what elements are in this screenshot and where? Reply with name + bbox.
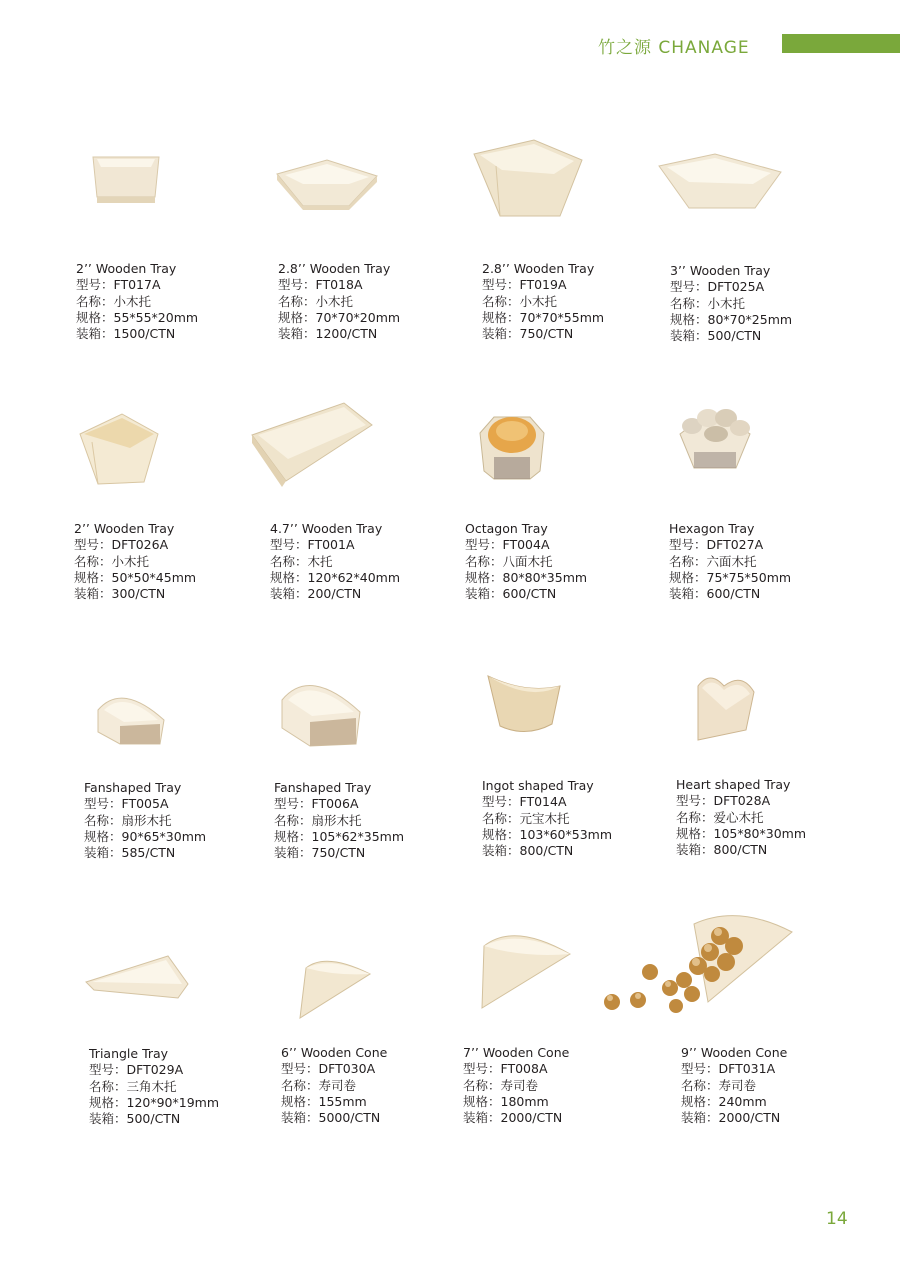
product-card-15: [681, 1045, 787, 1126]
product-pack: 装箱：200/CTN: [270, 586, 362, 602]
product-title: 3’’ Wooden Tray: [670, 263, 771, 278]
product-spec: 规格：155mm: [281, 1093, 367, 1109]
product-spec: 规格：103*60*53mm: [482, 826, 613, 842]
product-card-14: [463, 1045, 569, 1126]
product-spec: 规格：55*55*20mm: [76, 309, 199, 325]
product-model: 型号：DFT028A: [676, 793, 771, 809]
product-spec: 规格：75*75*50mm: [669, 569, 792, 585]
brand-bar: [782, 34, 900, 53]
product-pack: 装箱：500/CTN: [89, 1111, 181, 1127]
heart-tray-icon: [690, 670, 758, 744]
cone-icon: [296, 952, 372, 1020]
product-card-11: [676, 777, 806, 858]
product-pack: 装箱：1200/CTN: [278, 326, 378, 342]
product-name: 名称：扇形木托: [84, 812, 172, 828]
product-name: 名称：三角木托: [89, 1078, 177, 1094]
product-pack: 装箱：750/CTN: [274, 845, 366, 861]
ingot-tray-icon: [486, 672, 562, 738]
product-model: 型号：FT001A: [270, 537, 355, 553]
product-title: 4.7’’ Wooden Tray: [270, 521, 383, 536]
product-spec: 规格：105*80*30mm: [676, 825, 807, 841]
product-spec: 规格：120*62*40mm: [270, 569, 401, 585]
product-pack: 装箱：585/CTN: [84, 845, 176, 861]
product-title: Octagon Tray: [465, 521, 548, 536]
product-name: 名称：扇形木托: [274, 812, 362, 828]
product-name: 名称：小木托: [482, 293, 558, 309]
product-model: 型号：DFT025A: [670, 279, 765, 295]
product-card-10: [482, 778, 612, 859]
product-name: 名称：小木托: [74, 553, 150, 569]
product-model: 型号：FT006A: [274, 796, 359, 812]
product-pack: 装箱：750/CTN: [482, 326, 574, 342]
product-title: 2’’ Wooden Tray: [76, 261, 177, 276]
fan-tray-icon: [96, 682, 166, 748]
product-title: 9’’ Wooden Cone: [681, 1045, 788, 1060]
product-model: 型号：FT017A: [76, 277, 161, 293]
product-name: 名称：小木托: [76, 293, 152, 309]
product-card-8: [84, 780, 206, 861]
triangle-tray-icon: [86, 954, 190, 1002]
product-pack: 装箱：600/CTN: [669, 586, 761, 602]
product-name: 名称：小木托: [670, 295, 746, 311]
product-title: Heart shaped Tray: [676, 777, 791, 792]
product-spec: 规格：70*70*55mm: [482, 309, 605, 325]
product-name: 名称：小木托: [278, 293, 354, 309]
product-title: 7’’ Wooden Cone: [463, 1045, 570, 1060]
hexagon-tray-icon: [674, 404, 754, 474]
square-tray-icon: [93, 153, 161, 205]
rect-tray-icon: [659, 152, 783, 214]
product-title: Triangle Tray: [89, 1046, 169, 1061]
product-model: 型号：DFT026A: [74, 537, 169, 553]
product-pack: 装箱：300/CTN: [74, 586, 166, 602]
product-model: 型号：FT014A: [482, 794, 567, 810]
product-title: Hexagon Tray: [669, 521, 755, 536]
product-pack: 装箱：5000/CTN: [281, 1110, 381, 1126]
tall-tray-icon: [80, 412, 160, 486]
product-name: 名称：八面木托: [465, 553, 553, 569]
product-name: 名称：寿司卷: [463, 1077, 539, 1093]
product-name: 名称：元宝木托: [482, 810, 570, 826]
product-title: 2.8’’ Wooden Tray: [482, 261, 595, 276]
product-card-12: [89, 1046, 219, 1127]
loaf-tray-icon: [252, 403, 374, 487]
product-model: 型号：FT019A: [482, 277, 567, 293]
product-card-4: [74, 521, 196, 602]
product-model: 型号：DFT027A: [669, 537, 764, 553]
product-model: 型号：DFT031A: [681, 1061, 776, 1077]
product-spec: 规格：50*50*45mm: [74, 569, 197, 585]
product-pack: 装箱：600/CTN: [465, 586, 557, 602]
product-title: 2’’ Wooden Tray: [74, 521, 175, 536]
product-spec: 规格：240mm: [681, 1093, 767, 1109]
square-tray-icon: [277, 156, 379, 212]
product-card-9: [274, 780, 404, 861]
product-card-1: [278, 261, 400, 342]
product-name: 名称：木托: [270, 553, 333, 569]
product-card-5: [270, 521, 400, 602]
product-model: 型号：DFT029A: [89, 1062, 184, 1078]
octagon-tray-icon: [474, 405, 550, 483]
product-model: 型号：FT018A: [278, 277, 363, 293]
product-model: 型号：FT008A: [463, 1061, 548, 1077]
fan-tray-icon: [280, 670, 362, 750]
product-model: 型号：DFT030A: [281, 1061, 376, 1077]
product-pack: 装箱：800/CTN: [482, 843, 574, 859]
product-pack: 装箱：1500/CTN: [76, 326, 176, 342]
product-title: Fanshaped Tray: [274, 780, 372, 795]
product-name: 名称：六面木托: [669, 553, 757, 569]
deep-square-tray-icon: [474, 140, 584, 220]
brand-title: 竹之源 CHANAGE: [598, 38, 750, 58]
product-title: Ingot shaped Tray: [482, 778, 594, 793]
product-spec: 规格：120*90*19mm: [89, 1094, 220, 1110]
product-pack: 装箱：2000/CTN: [463, 1110, 563, 1126]
product-spec: 规格：80*80*35mm: [465, 569, 588, 585]
product-card-2: [482, 261, 604, 342]
product-card-13: [281, 1045, 387, 1126]
product-pack: 装箱：2000/CTN: [681, 1110, 781, 1126]
page-number: 14: [826, 1209, 848, 1229]
product-card-6: [465, 521, 587, 602]
product-name: 名称：寿司卷: [281, 1077, 357, 1093]
product-spec: 规格：70*70*20mm: [278, 309, 401, 325]
product-pack: 装箱：500/CTN: [670, 328, 762, 344]
product-title: 2.8’’ Wooden Tray: [278, 261, 391, 276]
product-pack: 装箱：800/CTN: [676, 842, 768, 858]
product-title: Fanshaped Tray: [84, 780, 182, 795]
product-model: 型号：FT004A: [465, 537, 550, 553]
product-card-3: [670, 263, 792, 344]
product-card-0: [76, 261, 198, 342]
product-spec: 规格：180mm: [463, 1093, 549, 1109]
product-spec: 规格：80*70*25mm: [670, 311, 793, 327]
product-name: 名称：寿司卷: [681, 1077, 757, 1093]
product-spec: 规格：105*62*35mm: [274, 828, 405, 844]
product-title: 6’’ Wooden Cone: [281, 1045, 388, 1060]
product-name: 名称：爱心木托: [676, 809, 764, 825]
product-model: 型号：FT005A: [84, 796, 169, 812]
cone-icon: [478, 928, 572, 1010]
product-card-7: [669, 521, 791, 602]
product-spec: 规格：90*65*30mm: [84, 828, 207, 844]
cone-popcorn-icon: [598, 910, 794, 1016]
